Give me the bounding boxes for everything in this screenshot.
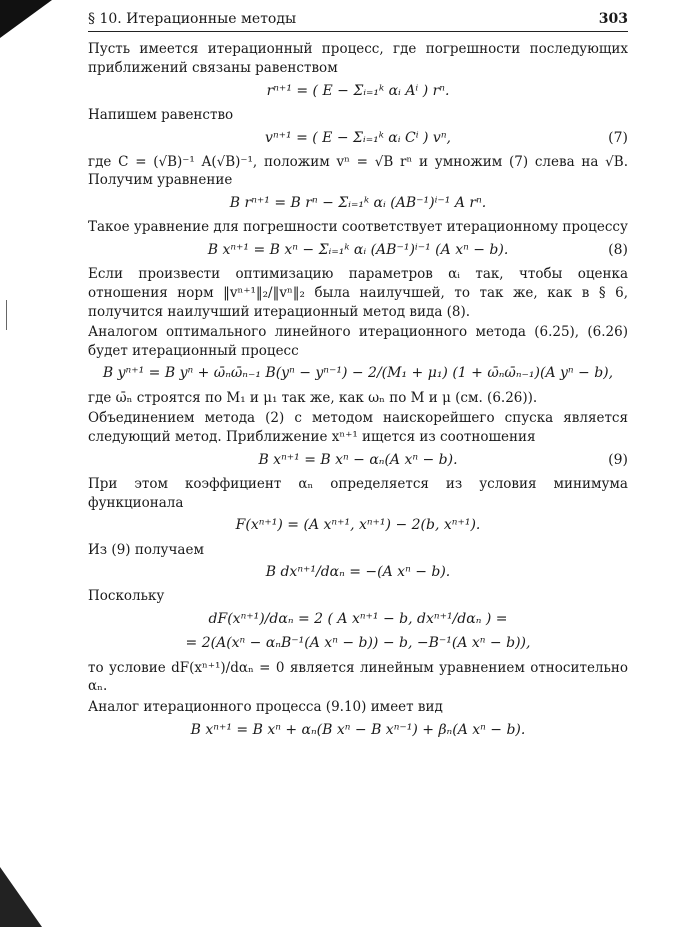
equation: [88, 516, 628, 535]
equation: [88, 129, 628, 148]
equation: [88, 563, 628, 582]
equation-text: F(xⁿ⁺¹) = (A xⁿ⁺¹, xⁿ⁺¹) − 2(b, xⁿ⁺¹).: [235, 517, 481, 534]
equation: [88, 451, 628, 470]
equation-text: B xⁿ⁺¹ = B xⁿ − αₙ(A xⁿ − b).: [258, 451, 458, 468]
equation-text: = 2(A(xⁿ − αₙB⁻¹(A xⁿ − b)) − b, −B⁻¹(A xⁿ − b)),: [185, 635, 531, 652]
equation-number: (7): [608, 129, 628, 146]
paragraph: Объединением метода (2) с методом наискорейшего спуска является следующий метод. Приближение xⁿ⁺¹ ищется из соотношения: [88, 410, 628, 445]
paragraph: где C = (√B)⁻¹ A(√B)⁻¹, положим vⁿ = √B rⁿ и умножим (7) слева на √B. Получим уравнение: [88, 153, 628, 189]
paragraph: где ω̄ₙ строятся по M₁ и μ₁ так же, как ωₙ по M и μ (см. (6.26)).: [88, 389, 538, 406]
running-head: [88, 10, 628, 32]
paragraph: Пусть имеется итерационный процесс, где погрешности последующих приближений связаны равенством: [88, 41, 628, 76]
paragraph: Аналогом оптимального линейного итерационного метода (6.25), (6.26) будет итерационный процесс: [88, 324, 628, 359]
paragraph: Из (9) получаем: [88, 541, 204, 558]
paragraph: то условие dF(xⁿ⁺¹)/dαₙ = 0 является линейным уравнением относительно αₙ.: [88, 659, 628, 695]
scan-shadow-bottom-left: [0, 867, 42, 927]
book-page: [88, 10, 628, 745]
equation-number: (9): [608, 451, 628, 468]
paragraph: При этом коэффициент αₙ определяется из условия минимума функционала: [88, 475, 628, 511]
equation-text: rⁿ⁺¹ = ( E − Σᵢ₌₁ᵏ αᵢ Aⁱ ) rⁿ.: [266, 82, 450, 99]
equation: [88, 194, 628, 213]
paragraph: Аналог итерационного процесса (9.10) имеет вид: [88, 698, 443, 715]
page-number: 303: [598, 11, 628, 27]
paragraph: Такое уравнение для погрешности соответствует итерационному процессу: [88, 219, 628, 236]
equation-text: B xⁿ⁺¹ = B xⁿ − Σᵢ₌₁ᵏ αᵢ (AB⁻¹)ⁱ⁻¹ (A xⁿ − b).: [207, 242, 509, 258]
equation-text: B rⁿ⁺¹ = B rⁿ − Σᵢ₌₁ᵏ αᵢ (AB⁻¹)ⁱ⁻¹ A rⁿ.: [229, 195, 487, 212]
scan-shadow-top-left: [0, 0, 52, 38]
equation: [88, 610, 628, 629]
equation-text: B yⁿ⁺¹ = B yⁿ + ω̄ₙω̄ₙ₋₁ B(yⁿ − yⁿ⁻¹) − 2/(M₁ + μ₁) (1 + ω̄ₙω̄ₙ₋₁)(A yⁿ − b),: [102, 365, 614, 382]
paragraph: Напишем равенство: [88, 106, 234, 123]
equation: [88, 634, 628, 653]
equation-number: (8): [608, 242, 628, 258]
equation: [88, 364, 628, 383]
equation-text: vⁿ⁺¹ = ( E − Σᵢ₌₁ᵏ αᵢ Cⁱ ) vⁿ,: [265, 129, 451, 146]
equation: [88, 241, 628, 260]
section-title: § 10. Итерационные методы: [88, 11, 297, 27]
paragraph: Если произвести оптимизацию параметров αᵢ так, чтобы оценка отношения норм ‖vⁿ⁺¹‖₂/‖vⁿ‖₂ была наилучшей, то так же, как в § 6, получится наилучший итерационный метод вида (8).: [88, 266, 628, 320]
margin-mark: [6, 300, 7, 330]
equation-text: B dxⁿ⁺¹/dαₙ = −(A xⁿ − b).: [265, 564, 451, 581]
page-body: [88, 40, 628, 740]
equation-text: dF(xⁿ⁺¹)/dαₙ = 2 ( A xⁿ⁺¹ − b, dxⁿ⁺¹/dαₙ ) =: [208, 611, 508, 628]
equation: [88, 721, 628, 740]
equation-text: B xⁿ⁺¹ = B xⁿ + αₙ(B xⁿ − B xⁿ⁻¹) + βₙ(A xⁿ − b).: [190, 721, 526, 738]
paragraph: Поскольку: [88, 588, 165, 605]
equation: [88, 82, 628, 101]
